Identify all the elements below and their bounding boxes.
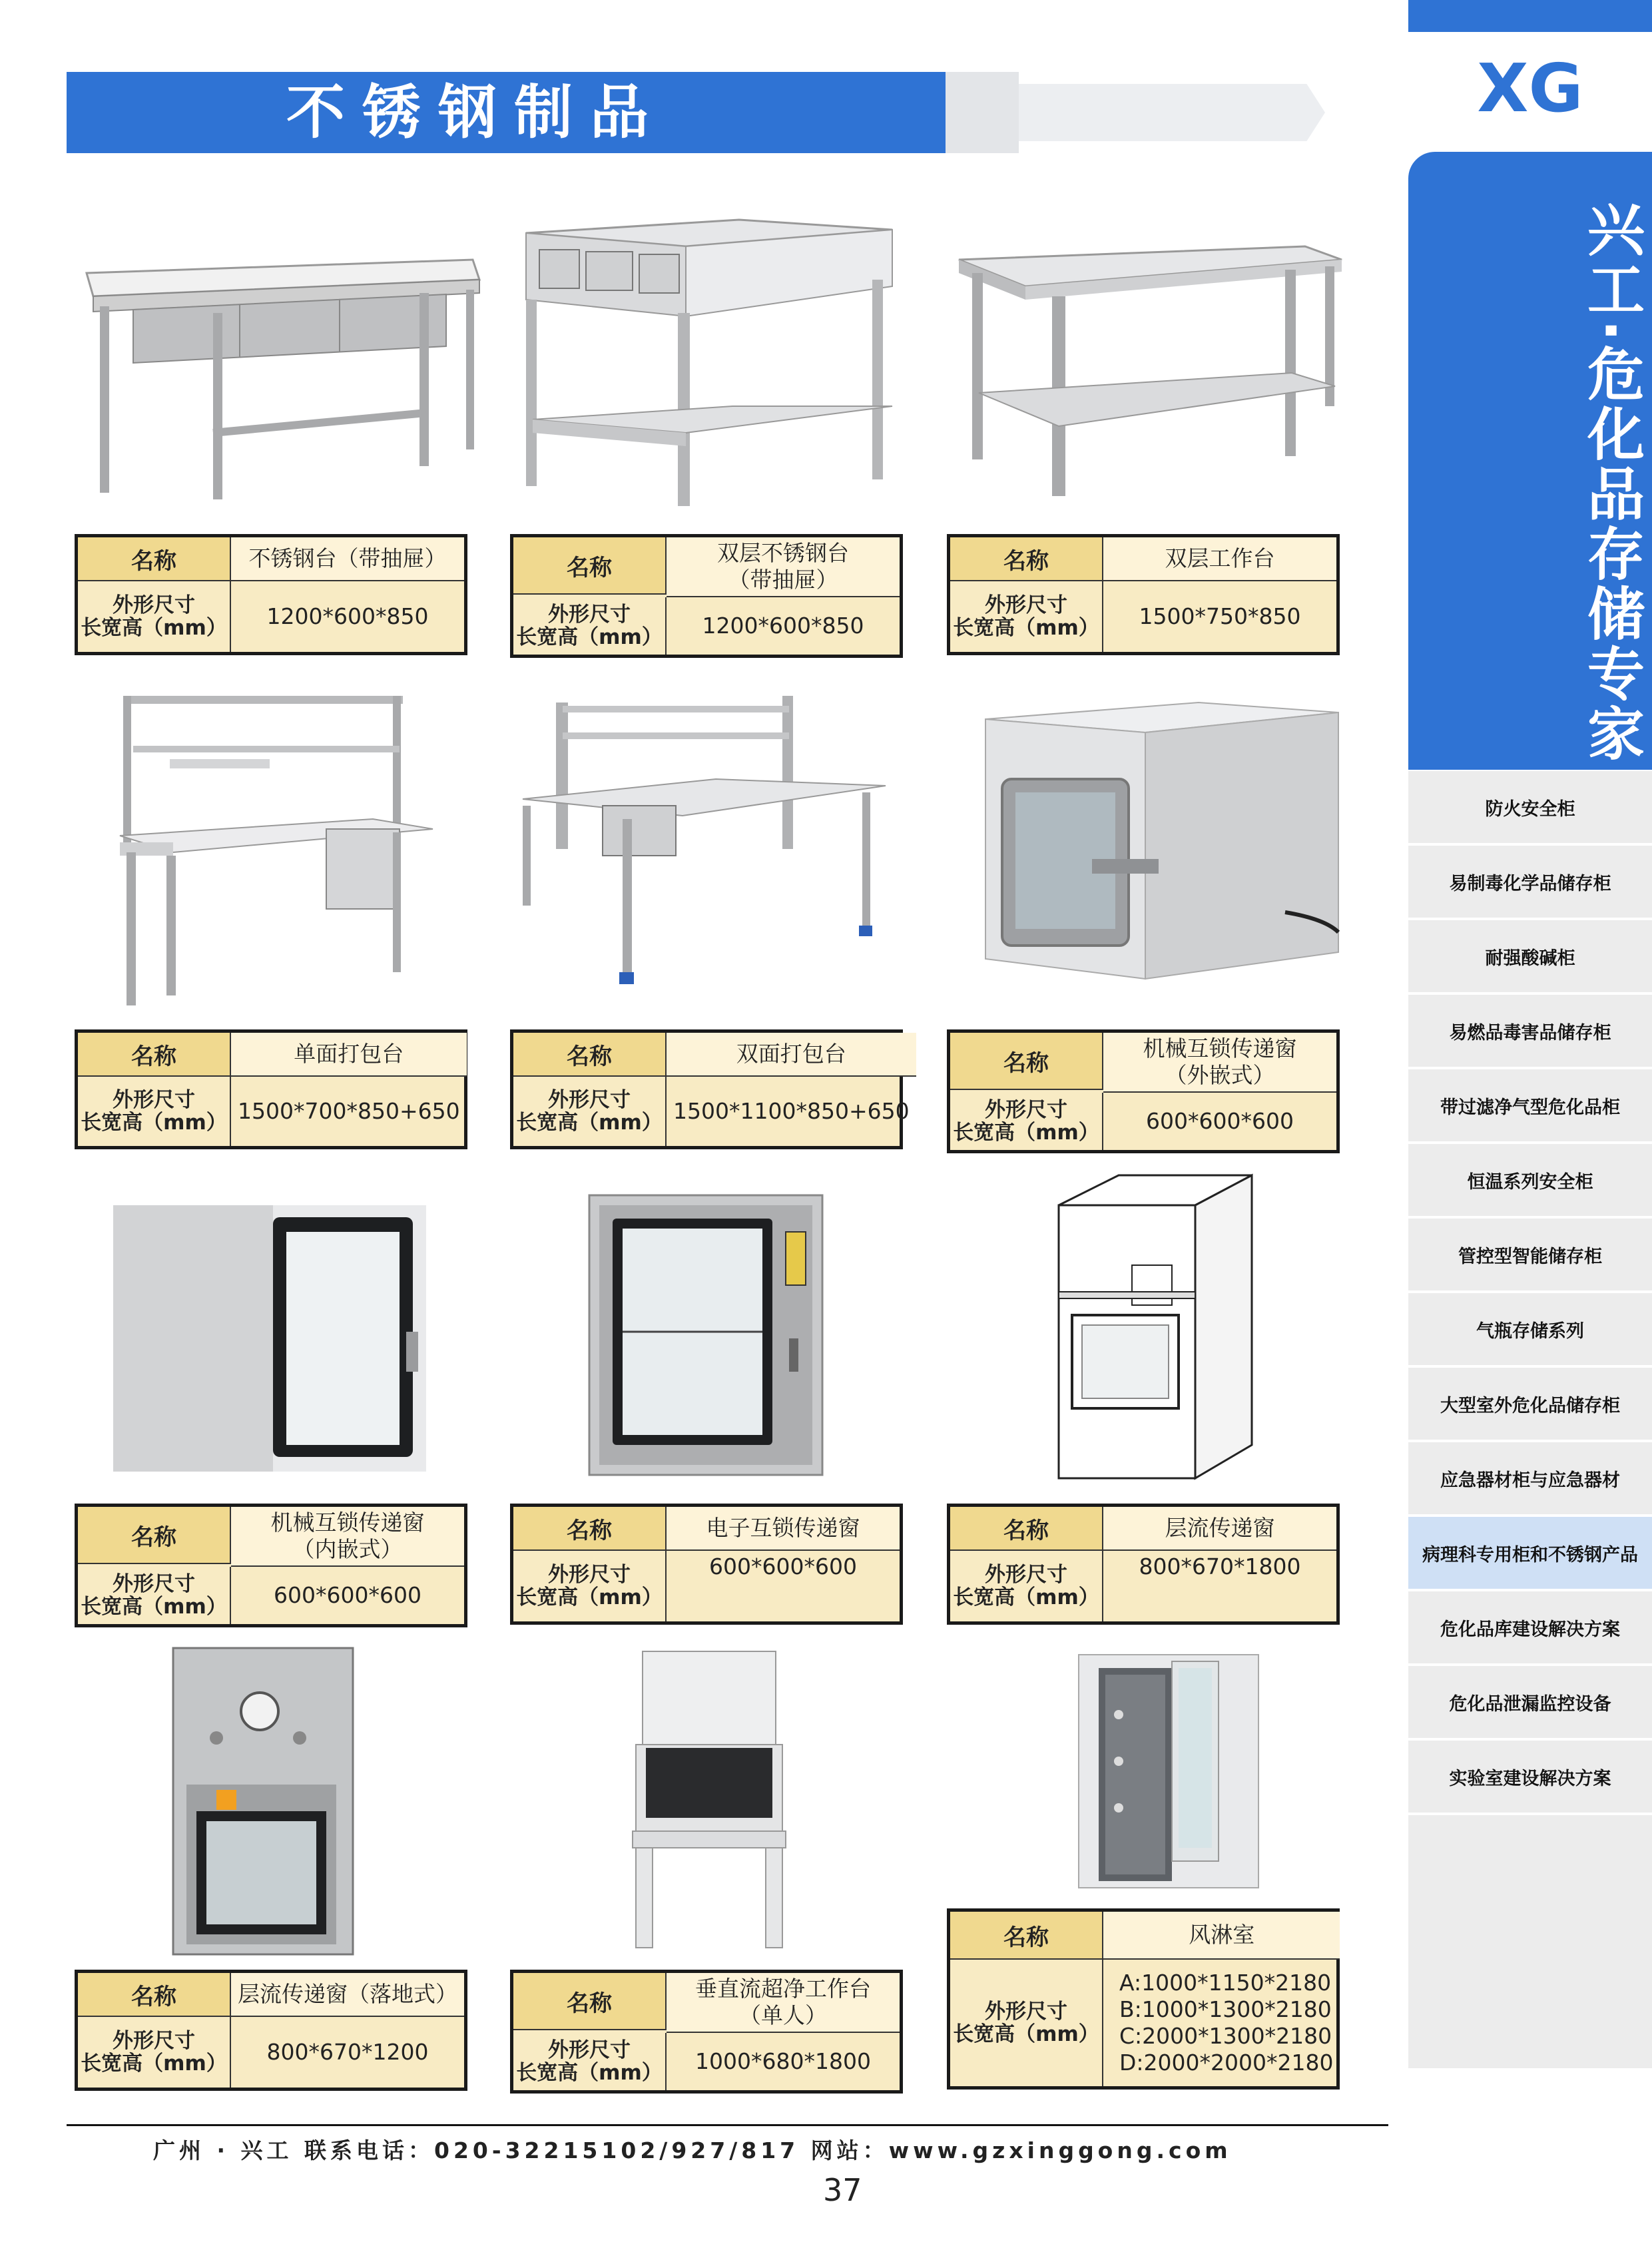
spec-size-label: 外形尺寸 长宽高（mm） bbox=[950, 1551, 1103, 1621]
product-image-air-shower bbox=[1065, 1641, 1265, 1894]
product-name: 电子互锁传递窗 bbox=[667, 1507, 900, 1551]
sidebar-item-fireproof[interactable]: 防火安全柜 bbox=[1408, 771, 1652, 843]
product-size: A:1000*1150*2180 B:1000*1300*2180 C:2000*1300*2180 D:2000*2000*2180 bbox=[1119, 1970, 1334, 2076]
product-size: 800*670*1200 bbox=[266, 2039, 429, 2065]
product-image-floor-laminar-pass-box bbox=[170, 1645, 356, 1958]
sidebar-item-smart-control[interactable]: 管控型智能储存柜 bbox=[1408, 1219, 1652, 1290]
page-number: 37 bbox=[823, 2172, 862, 2208]
spec-size-label: 外形尺寸 长宽高（mm） bbox=[513, 2033, 667, 2090]
product-size: 800*670*1800 bbox=[1139, 1553, 1301, 1579]
spec-name-label: 名称 bbox=[513, 537, 667, 595]
spec-table bbox=[947, 1029, 1340, 1153]
spec-table bbox=[510, 1970, 903, 2094]
product-size: 600*600*600 bbox=[1146, 1108, 1294, 1134]
page-title: 不锈钢制品 bbox=[286, 78, 667, 146]
spec-size-label: 外形尺寸 长宽高（mm） bbox=[950, 1960, 1103, 2086]
product-name: 不锈钢台（带抽屉） bbox=[231, 537, 464, 581]
sidebar-item-warehouse[interactable]: 危化品库建设解决方案 bbox=[1408, 1591, 1652, 1663]
product-size: 1000*680*1800 bbox=[695, 2048, 871, 2074]
spec-name-label: 名称 bbox=[78, 1507, 231, 1564]
brand-logo: XG bbox=[1408, 32, 1652, 152]
product-image-double-packing-table bbox=[516, 693, 889, 985]
product-image-single-packing-table bbox=[107, 686, 439, 1012]
sidebar-item-filtered[interactable]: 带过滤净气型危化品柜 bbox=[1408, 1069, 1652, 1141]
sidebar-item-outdoor[interactable]: 大型室外危化品储存柜 bbox=[1408, 1368, 1652, 1440]
sidebar-item-pathology-stainless[interactable]: 病理科专用柜和不锈钢产品 bbox=[1408, 1517, 1652, 1589]
product-size: 600*600*600 bbox=[274, 1582, 421, 1608]
spec-size-label: 外形尺寸 长宽高（mm） bbox=[950, 1093, 1103, 1150]
spec-size-label: 外形尺寸 长宽高（mm） bbox=[78, 581, 231, 652]
product-size: 1500*750*850 bbox=[1139, 603, 1301, 629]
sidebar-top-bar bbox=[1408, 0, 1652, 32]
footer-contact: 广州 · 兴工 联系电话：020-32215102/927/817 网站：www.gzxinggong.com bbox=[153, 2137, 1232, 2163]
product-name: 单面打包台 bbox=[231, 1033, 467, 1077]
product-image-mechanical-interlock-internal bbox=[110, 1199, 429, 1478]
product-size: 1200*600*850 bbox=[266, 603, 429, 629]
spec-table bbox=[510, 1504, 903, 1625]
product-image-laminar-pass-box bbox=[1052, 1172, 1265, 1485]
product-image-vertical-clean-bench bbox=[623, 1648, 802, 1954]
spec-size-label: 外形尺寸 长宽高（mm） bbox=[78, 1077, 231, 1146]
product-image-electronic-interlock bbox=[586, 1192, 826, 1478]
product-name: 双层工作台 bbox=[1103, 537, 1336, 581]
spec-name-label: 名称 bbox=[78, 1973, 231, 2017]
product-name: 机械互锁传递窗 （外嵌式） bbox=[1103, 1033, 1336, 1093]
spec-name-label: 名称 bbox=[78, 1033, 231, 1077]
spec-table bbox=[510, 1029, 910, 1149]
product-name: 机械互锁传递窗 （内嵌式） bbox=[231, 1507, 464, 1567]
spec-name-label: 名称 bbox=[513, 1973, 667, 2030]
spec-table bbox=[75, 1029, 467, 1149]
spec-table bbox=[75, 534, 467, 655]
sidebar-item-flammable-toxic[interactable]: 易燃品毒害品储存柜 bbox=[1408, 995, 1652, 1067]
sidebar-item-gas-cylinder[interactable]: 气瓶存储系列 bbox=[1408, 1293, 1652, 1365]
spec-table bbox=[75, 1504, 467, 1627]
product-image-double-layer-workbench bbox=[952, 233, 1345, 506]
spec-size-label: 外形尺寸 长宽高（mm） bbox=[950, 581, 1103, 652]
product-name: 双面打包台 bbox=[667, 1033, 916, 1077]
spec-size-label: 外形尺寸 长宽高（mm） bbox=[513, 1077, 667, 1146]
product-name: 双层不锈钢台 （带抽屉） bbox=[667, 537, 900, 597]
spec-size-label: 外形尺寸 长宽高（mm） bbox=[78, 1567, 231, 1624]
sidebar-slogan: 兴工·危化品存储专家 bbox=[1577, 200, 1644, 764]
product-image-stainless-table-drawer bbox=[73, 233, 486, 513]
sidebar-item-acid-alkali[interactable]: 耐强酸碱柜 bbox=[1408, 920, 1652, 992]
footer-divider bbox=[67, 2124, 1388, 2126]
product-name: 层流传递窗（落地式） bbox=[231, 1973, 464, 2017]
sidebar-category-list bbox=[1408, 771, 1652, 2068]
spec-size-label: 外形尺寸 长宽高（mm） bbox=[513, 1551, 667, 1621]
product-name: 层流传递窗 bbox=[1103, 1507, 1336, 1551]
product-name: 风淋室 bbox=[1103, 1912, 1340, 1960]
sidebar-item-leak-monitor[interactable]: 危化品泄漏监控设备 bbox=[1408, 1666, 1652, 1738]
product-size: 1500*1100*850+650 bbox=[673, 1098, 910, 1124]
product-image-double-layer-table-drawer bbox=[519, 206, 899, 513]
spec-name-label: 名称 bbox=[513, 1033, 667, 1077]
sidebar-item-emergency[interactable]: 应急器材柜与应急器材 bbox=[1408, 1442, 1652, 1514]
banner-arrow-decoration bbox=[1019, 84, 1325, 141]
sidebar-item-lab-solution[interactable]: 实验室建设解决方案 bbox=[1408, 1741, 1652, 1813]
spec-name-label: 名称 bbox=[950, 537, 1103, 581]
product-image-mechanical-interlock-external bbox=[965, 693, 1352, 985]
spec-size-label: 外形尺寸 长宽高（mm） bbox=[78, 2017, 231, 2088]
spec-table bbox=[947, 534, 1340, 655]
sidebar-item-thermostatic[interactable]: 恒温系列安全柜 bbox=[1408, 1144, 1652, 1216]
spec-name-label: 名称 bbox=[78, 537, 231, 581]
spec-table bbox=[510, 534, 903, 658]
spec-name-label: 名称 bbox=[950, 1507, 1103, 1551]
title-banner bbox=[67, 72, 946, 153]
spec-table bbox=[947, 1504, 1340, 1625]
sidebar-item-precursor[interactable]: 易制毒化学品储存柜 bbox=[1408, 846, 1652, 918]
product-size: 1500*700*850+650 bbox=[238, 1098, 460, 1124]
spec-name-label: 名称 bbox=[513, 1507, 667, 1551]
spec-table bbox=[947, 1908, 1340, 2090]
product-size: 1200*600*850 bbox=[702, 613, 864, 639]
product-name: 垂直流超净工作台 （单人） bbox=[667, 1973, 900, 2033]
banner-decoration bbox=[946, 72, 1019, 153]
spec-size-label: 外形尺寸 长宽高（mm） bbox=[513, 597, 667, 655]
spec-table bbox=[75, 1970, 467, 2091]
spec-name-label: 名称 bbox=[950, 1912, 1103, 1960]
product-size: 600*600*600 bbox=[709, 1553, 857, 1579]
spec-name-label: 名称 bbox=[950, 1033, 1103, 1090]
sidebar-filler bbox=[1408, 1815, 1652, 2068]
